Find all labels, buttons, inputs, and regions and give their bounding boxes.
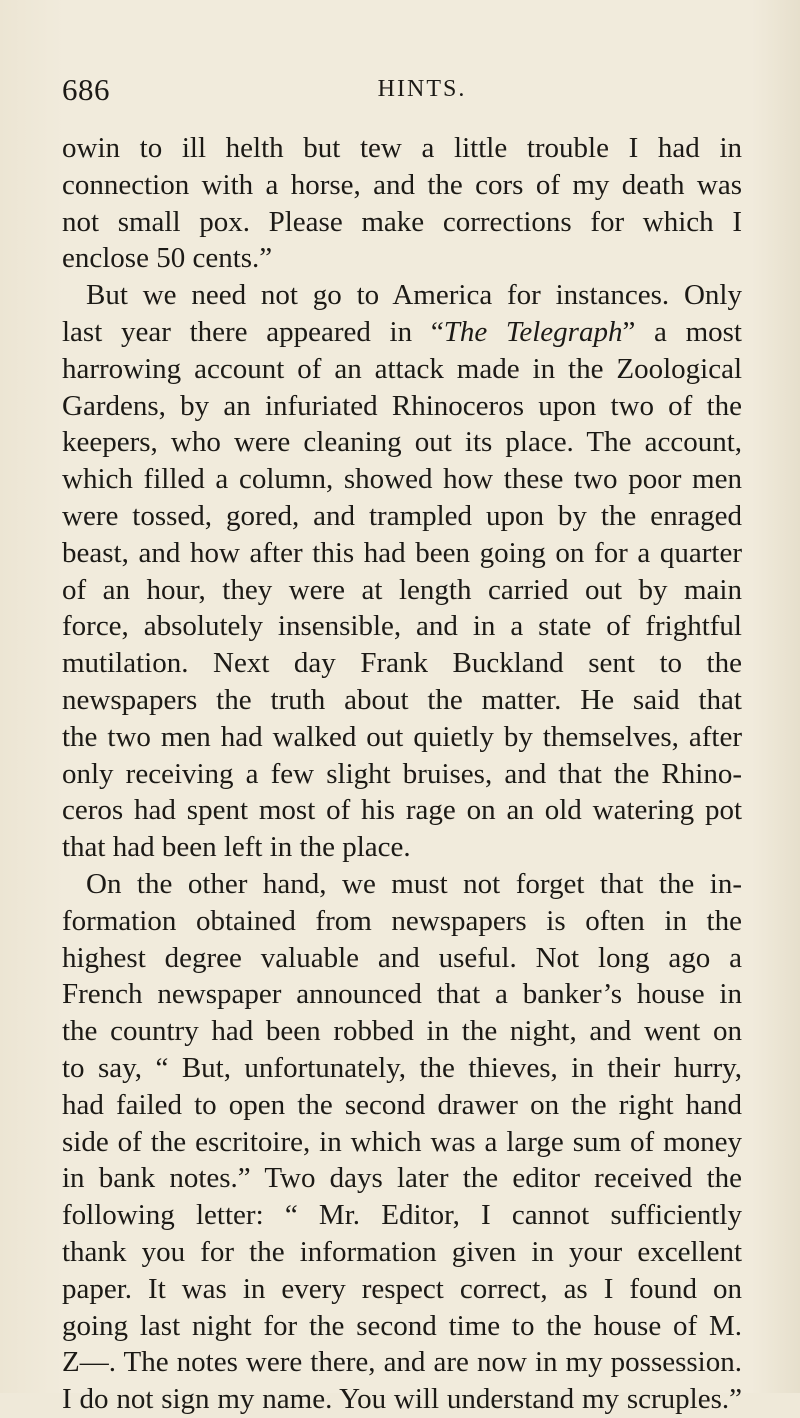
text-line: highest degree valuable and useful. Not long ago a [62,941,742,974]
text-line [62,314,742,351]
text-line: were tossed, gored, and trampled upon by the enraged [62,499,742,532]
text-line: owin to ill helth but tew a little trouble I had in [62,132,742,164]
page-header [62,72,742,112]
text-line: that had been left in the place. [62,831,411,864]
text-line: to say, “ But, unfortunately, the thieves, in their hurry, [62,1051,742,1084]
text-line: which filled a column, showed how these two poor men [62,463,742,496]
text-line: following letter: “ Mr. Editor, I cannot sufficiently [62,1199,742,1232]
text-line: newspapers the truth about the matter. He said that [62,683,742,716]
text-line: not small pox. Please make corrections for which I [62,205,742,238]
body-text [62,130,742,1418]
text-line: connection with a horse, and the cors of my death was [62,168,742,201]
text-line: the country had been robbed in the night, and went on [62,1015,742,1048]
text-line: side of the escritoire, in which was a large sum of money [62,1125,742,1158]
text-line: only receiving a few slight bruises, and that the Rhino- [62,757,742,790]
text-line: beast, and how after this had been going on for a quarter [62,536,742,569]
text-line: of an hour, they were at length carried out by main [62,573,742,606]
text-line: I do not sign my name. You will understand my scruples.” [62,1383,742,1416]
text-line: thank you for the information given in your excellent [62,1235,742,1268]
text-line: keepers, who were cleaning out its place. The account, [62,426,742,459]
text-run: last year there appeared in “ [62,315,444,348]
text-line: paper. It was in every respect correct, as I found on [62,1272,742,1305]
text-run: ” a most [622,315,742,348]
text-line: going last night for the second time to the house of M. [62,1309,742,1342]
page-number: 686 [62,72,110,107]
text-line: On the other hand, we must not forget that the in- [86,867,742,900]
text-line: Z—. The notes were there, and are now in my possession. [62,1346,742,1379]
text-line: in bank notes.” Two days later the editor received the [62,1162,742,1195]
text-line: ceros had spent most of his rage on an old watering pot [62,794,742,827]
text-line: formation obtained from newspapers is often in the [62,904,742,937]
text-line: French newspaper announced that a banker’s house in [62,978,742,1011]
text-line: But we need not go to America for instances. Only [86,279,742,312]
running-head: HINTS. [377,76,467,102]
text-line: mutilation. Next day Frank Buckland sent to the [62,647,742,680]
text-line: harrowing account of an attack made in the Zoological [62,352,742,385]
text-line: the two men had walked out quietly by themselves, after [62,720,742,753]
text-line: had failed to open the second drawer on the right hand [62,1088,742,1121]
text-line: force, absolutely insensible, and in a state of frightful [62,610,742,643]
text-line: enclose 50 cents.” [62,242,273,275]
newspaper-title: The Telegraph [443,315,623,348]
text-line: Gardens, by an infuriated Rhinoceros upon two of the [62,389,742,422]
